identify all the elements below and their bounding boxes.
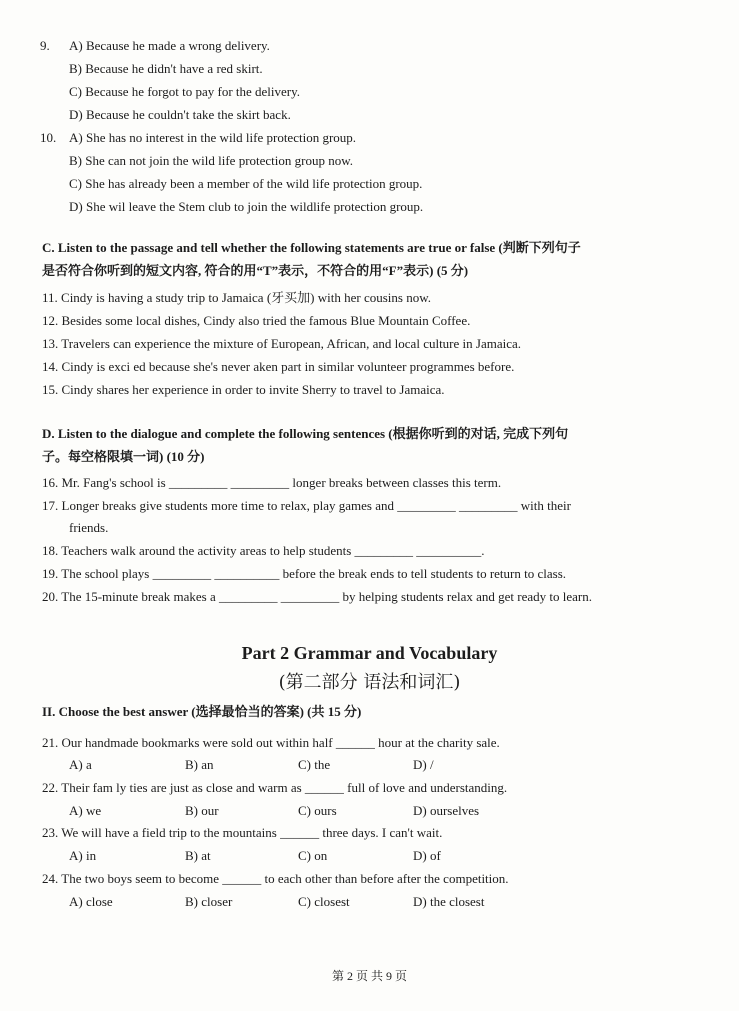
section-d-header-cont: 子。每空格限填一词) (10 分)	[42, 449, 205, 464]
choice-a: A) close	[69, 894, 113, 909]
choice-d: D) ourselves	[413, 803, 480, 818]
choice-c: C) ours	[298, 803, 337, 818]
fill-in-question: 17. Longer breaks give students more time to relax, play games and _________ _________ with their	[42, 498, 571, 513]
answer-option: B) She can not join the wild life protection group now.	[69, 153, 354, 168]
question-stem: 24. The two boys seem to become ______ to each other than before after the competition.	[42, 871, 509, 886]
part-subtitle: (第二部分 语法和词汇)	[278, 672, 461, 693]
choice-c: C) on	[298, 848, 328, 863]
part-title: Part 2 Grammar and Vocabulary	[241, 643, 498, 663]
fill-in-question: 20. The 15-minute break makes a _________ _________ by helping students relax and get ready to learn.	[42, 589, 592, 604]
choice-b: B) an	[185, 757, 214, 772]
answer-option: C) Because he forgot to pay for the delivery.	[69, 84, 301, 99]
statement-item: 11. Cindy is having a study trip to Jamaica (牙买加) with her cousins now.	[42, 290, 431, 305]
answer-option: B) Because he didn't have a red skirt.	[69, 61, 263, 76]
question-stem: 23. We will have a field trip to the mountains ______ three days. I can't wait.	[42, 825, 443, 840]
answer-option: A) She has no interest in the wild life protection group.	[69, 130, 357, 145]
fill-in-question: 19. The school plays _________ __________ before the break ends to tell students to return to class.	[42, 566, 566, 581]
choice-a: A) in	[69, 848, 97, 863]
choice-c: C) the	[298, 757, 331, 772]
choice-b: B) at	[185, 848, 211, 863]
page-number: 第 2 页 共 9 页	[331, 969, 407, 983]
section-c-header-cont: 是否符合你听到的短文内容, 符合的用“T”表示，不符合的用“F”表示) (5 分)	[42, 263, 469, 278]
choice-d: D) /	[413, 757, 434, 772]
statement-item: 12. Besides some local dishes, Cindy also tried the famous Blue Mountain Coffee.	[42, 313, 471, 328]
choice-a: A) a	[69, 757, 92, 772]
question-number: 10.	[40, 130, 57, 145]
statement-item: 13. Travelers can experience the mixture of European, African, and local culture in Jamaica.	[42, 336, 522, 351]
question-stem: 22. Their fam ly ties are just as close and warm as ______ full of love and understanding.	[42, 780, 508, 795]
statement-item: 15. Cindy shares her experience in order to invite Sherry to travel to Jamaica.	[42, 382, 445, 397]
question-stem: 21. Our handmade bookmarks were sold out within half ______ hour at the charity sale.	[42, 735, 500, 750]
choice-a: A) we	[69, 803, 102, 818]
answer-option: D) She wil leave the Stem club to join the wildlife protection group.	[69, 199, 424, 214]
section-c-header: C. Listen to the passage and tell whether the following statements are true or false (判断下列句子	[42, 240, 581, 255]
answer-option: A) Because he made a wrong delivery.	[69, 38, 270, 53]
fill-in-question: 18. Teachers walk around the activity areas to help students _________ __________.	[42, 543, 485, 558]
answer-option: D) Because he couldn't take the skirt back.	[69, 107, 291, 122]
choice-d: D) the closest	[413, 894, 485, 909]
choice-b: B) closer	[185, 894, 233, 909]
choice-b: B) our	[185, 803, 219, 818]
question-number: 9.	[40, 38, 50, 53]
choice-d: D) of	[413, 848, 441, 863]
fill-in-question-cont: friends.	[69, 520, 109, 535]
section-ii-header: II. Choose the best answer (选择最恰当的答案) (共 15 分)	[42, 704, 362, 719]
choice-c: C) closest	[298, 894, 350, 909]
statement-item: 14. Cindy is exci ed because she's never aken part in similar volunteer programmes before.	[42, 359, 515, 374]
answer-option: C) She has already been a member of the wild life protection group.	[69, 176, 423, 191]
section-d-header: D. Listen to the dialogue and complete the following sentences (根据你听到的对话, 完成下列句	[42, 426, 569, 441]
fill-in-question: 16. Mr. Fang's school is _________ _________ longer breaks between classes this term.	[42, 475, 502, 490]
